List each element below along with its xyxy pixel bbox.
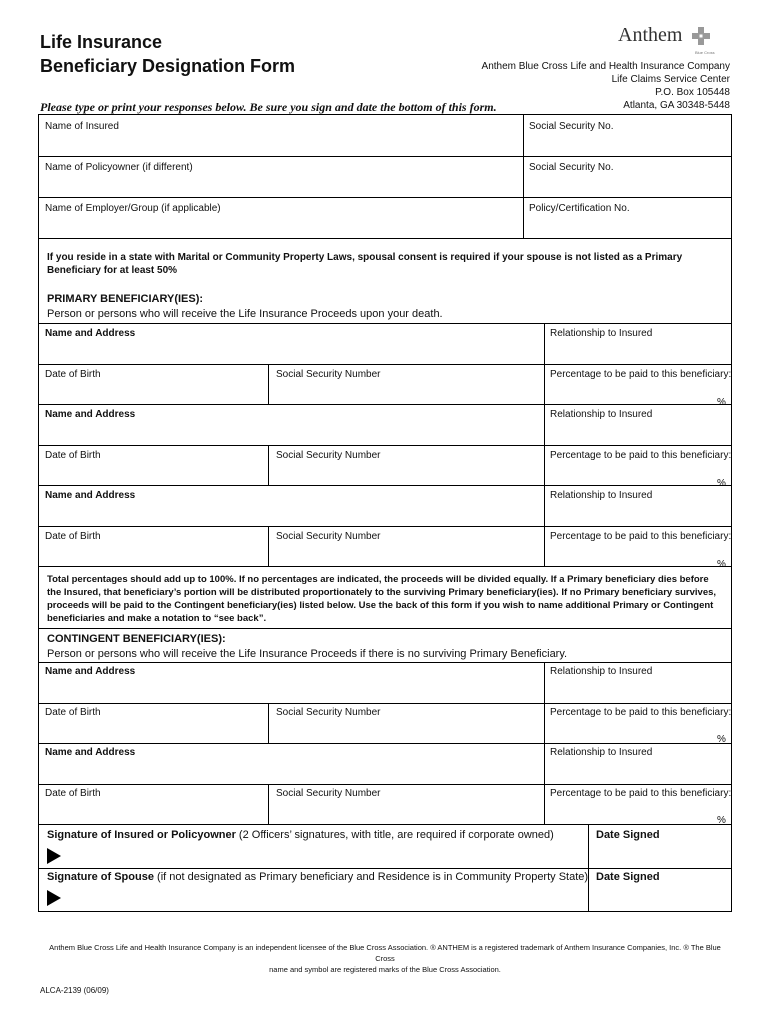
footer-disclaimer (40, 942, 730, 975)
primary-1-percentage-field[interactable] (545, 365, 731, 404)
contingent-2-relationship-field[interactable] (545, 744, 731, 784)
company-line: Anthem Blue Cross Life and Health Insurance Company (481, 61, 730, 72)
insured-ssn-field[interactable] (524, 115, 732, 156)
primary-1-ssn-label: Social Security Number (276, 369, 381, 380)
policyowner-name-field[interactable] (39, 157, 523, 197)
contingent-2-relationship-label: Relationship to Insured (550, 747, 653, 758)
contingent-2-percentage-field[interactable] (545, 785, 731, 824)
primary-3-ssn-label: Social Security Number (276, 531, 381, 542)
primary-1-dob-label: Date of Birth (45, 369, 101, 380)
policyowner-ssn-label: Social Security No. (529, 162, 614, 173)
contingent-2-dob-label: Date of Birth (45, 788, 101, 799)
contingent-1-relationship-field[interactable] (545, 663, 731, 703)
contingent-2-ssn-field[interactable] (269, 785, 544, 824)
contingent-1-relationship-label: Relationship to Insured (550, 666, 653, 677)
contingent-2-name-field[interactable] (39, 744, 544, 784)
anthem-logo (618, 24, 730, 62)
primary-3-percentage-label: Percentage to be paid to this beneficiary: (550, 531, 732, 542)
company-line: Atlanta, GA 30348-5448 (623, 100, 730, 111)
contingent-1-name-label: Name and Address (45, 666, 136, 677)
spousal-consent-notice: If you reside in a state with Marital or Community Property Laws, spousal consent is required if your spouse is not listed as a Primary Beneficiary for at least 50% (47, 252, 683, 276)
contingent-2-ssn-label: Social Security Number (276, 788, 381, 799)
primary-2-dob-label: Date of Birth (45, 450, 101, 461)
primary-3-name-field[interactable] (39, 486, 544, 526)
employer-label: Name of Employer/Group (if applicable) (45, 203, 221, 214)
company-address (482, 60, 730, 112)
instructions: Please type or print your responses below. Be sure you sign and date the bottom of this form. (40, 100, 497, 114)
contingent-1-dob-field[interactable] (39, 704, 268, 743)
primary-2-percentage-field[interactable] (545, 446, 731, 485)
insured-ssn-label: Social Security No. (529, 121, 614, 132)
primary-1-ssn-field[interactable] (269, 365, 544, 404)
primary-1-relationship-label: Relationship to Insured (550, 328, 653, 339)
policyowner-name-label: Name of Policyowner (if different) (45, 162, 193, 173)
company-line: P.O. Box 105448 (655, 87, 730, 98)
percent-sign: % (717, 478, 726, 489)
policyowner-ssn-field[interactable] (524, 157, 732, 197)
footer-line-2: name and symbol are registered marks of the Blue Cross Association. (269, 965, 501, 974)
logo-subtext: Blue Cross (695, 50, 715, 55)
percent-sign: % (717, 734, 726, 745)
primary-2-dob-field[interactable] (39, 446, 268, 485)
contingent-1-ssn-field[interactable] (269, 704, 544, 743)
contingent-1-name-field[interactable] (39, 663, 544, 703)
spouse-date-signed-label: Date Signed (596, 871, 660, 883)
blue-cross-icon (691, 26, 711, 46)
policy-number-label: Policy/Certification No. (529, 203, 630, 214)
contingent-1-ssn-label: Social Security Number (276, 707, 381, 718)
insured-date-signed-field[interactable] (589, 825, 731, 868)
primary-2-relationship-field[interactable] (545, 405, 731, 445)
primary-3-dob-label: Date of Birth (45, 531, 101, 542)
contingent-1-percentage-label: Percentage to be paid to this beneficiary: (550, 707, 732, 718)
primary-beneficiary-desc: Person or persons who will receive the Life Insurance Proceeds upon your death. (47, 308, 443, 320)
insured-name-field[interactable] (39, 115, 523, 156)
primary-1-relationship-field[interactable] (545, 324, 731, 364)
contingent-2-name-label: Name and Address (45, 747, 136, 758)
percent-sign: % (717, 815, 726, 826)
contingent-2-dob-field[interactable] (39, 785, 268, 824)
insured-signature-note: (2 Officers’ signatures, with title, are required if corporate owned) (235, 829, 554, 841)
insured-signature-title: Signature of Insured or Policyowner (47, 829, 236, 841)
primary-2-percentage-label: Percentage to be paid to this beneficiary: (550, 450, 732, 461)
form-number: ALCA-2139 (06/09) (40, 986, 109, 995)
company-line: Life Claims Service Center (611, 74, 730, 85)
employer-field[interactable] (39, 198, 523, 238)
policy-number-field[interactable] (524, 198, 732, 238)
spouse-date-signed-field[interactable] (589, 869, 731, 912)
primary-3-relationship-field[interactable] (545, 486, 731, 526)
form-title (40, 30, 295, 78)
logo-wordmark: Anthem (618, 24, 683, 46)
primary-3-dob-field[interactable] (39, 527, 268, 566)
contingent-beneficiary-desc: Person or persons who will receive the Life Insurance Proceeds if there is no surviving Primary Beneficiary. (47, 648, 568, 660)
primary-3-percentage-field[interactable] (545, 527, 731, 566)
primary-3-name-label: Name and Address (45, 490, 136, 501)
primary-2-name-field[interactable] (39, 405, 544, 445)
spouse-signature-note: (if not designated as Primary beneficiary and Residence is in Community Property State) (153, 871, 589, 883)
spouse-signature-field[interactable] (39, 869, 588, 912)
percentage-totals-notice: Total percentages should add up to 100%. If no percentages are indicated, the proceeds will be divided equally. If a Primary beneficiary dies before the Insured, that beneficiary’s portion will be distributed proportionately to the surviving Primary beneficiary(ies). If no Primary beneficiary survives, proceeds will be paid to the Contingent beneficiary(ies) listed below. Use the back of this form if you wish to name additional Primary or Contingent beneficiaries and make a notation to “see back”. (47, 574, 717, 624)
beneficiary-form (38, 114, 732, 912)
insured-date-signed-label: Date Signed (596, 829, 660, 841)
primary-2-name-label: Name and Address (45, 409, 136, 420)
title-line-1: Life Insurance (40, 32, 163, 52)
percent-sign: % (717, 397, 726, 408)
primary-2-ssn-label: Social Security Number (276, 450, 381, 461)
percent-sign: % (717, 559, 726, 570)
contingent-beneficiary-title: CONTINGENT BENEFICIARY(IES): (47, 633, 226, 645)
primary-1-name-field[interactable] (39, 324, 544, 364)
footer-line-1: Anthem Blue Cross Life and Health Insurance Company is an independent licensee of the Blue Cross Association. ® ANTHEM is a registered trademark of Anthem Insurance Companies, Inc. ® The Blue Cross (49, 943, 721, 963)
primary-1-percentage-label: Percentage to be paid to this beneficiary: (550, 369, 732, 380)
primary-3-ssn-field[interactable] (269, 527, 544, 566)
insured-name-label: Name of Insured (45, 121, 119, 132)
title-line-2: Beneficiary Designation Form (40, 56, 296, 76)
primary-3-relationship-label: Relationship to Insured (550, 490, 653, 501)
primary-1-dob-field[interactable] (39, 365, 268, 404)
primary-2-relationship-label: Relationship to Insured (550, 409, 653, 420)
primary-2-ssn-field[interactable] (269, 446, 544, 485)
contingent-1-percentage-field[interactable] (545, 704, 731, 743)
primary-beneficiary-title: PRIMARY BENEFICIARY(IES): (47, 293, 204, 305)
contingent-1-dob-label: Date of Birth (45, 707, 101, 718)
contingent-2-percentage-label: Percentage to be paid to this beneficiary: (550, 788, 732, 799)
primary-1-name-label: Name and Address (45, 328, 136, 339)
spouse-signature-title: Signature of Spouse (47, 871, 154, 883)
insured-signature-field[interactable] (39, 825, 588, 868)
